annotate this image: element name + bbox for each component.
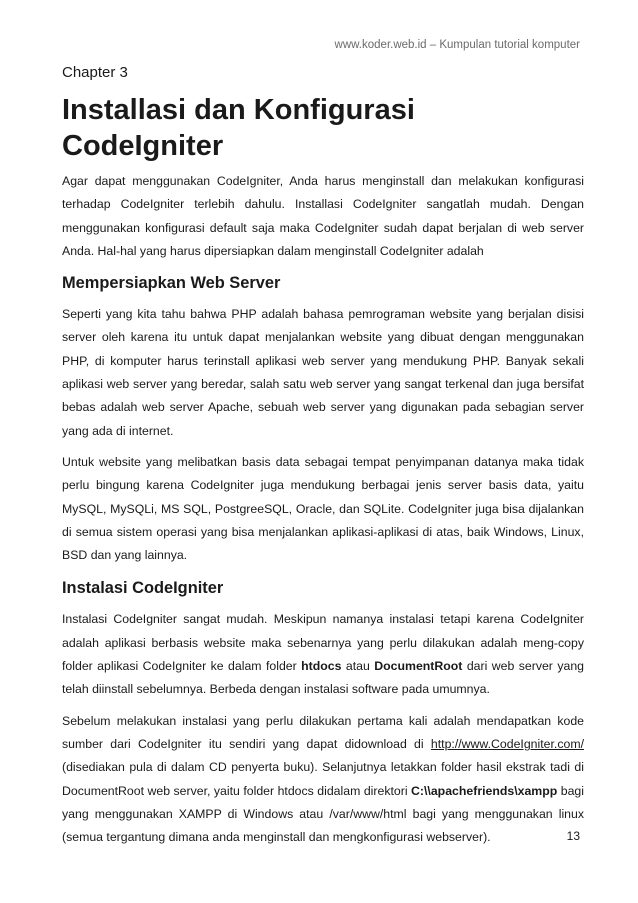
instalasi-p2-text-a: Sebelum melakukan instalasi yang perlu dilakukan pertama kali adalah mendapatkan kode sumber dari CodeIgniter itu sendiri yang dapat didownload di [62, 713, 584, 751]
chapter-label: Chapter 3 [62, 64, 128, 81]
page-header: www.koder.web.id – Kumpulan tutorial komputer [334, 39, 580, 51]
section-heading-instalasi: Instalasi CodeIgniter [62, 579, 224, 598]
chapter-title-line2: CodeIgniter [62, 130, 224, 162]
instalasi-p1-text-c: atau [341, 659, 375, 674]
instalasi-p1-text-e: dari web server yang telah diinstall sebelumnya. Berbeda dengan instalasi software pada umumnya. [62, 659, 584, 697]
htdocs-term: htdocs [301, 659, 342, 674]
documentroot-term: DocumentRoot [374, 659, 463, 674]
codeigniter-download-link[interactable]: http://www.CodeIgniter.com/ [430, 736, 584, 751]
instalasi-paragraph-2 [62, 710, 584, 850]
page-number: 13 [566, 829, 580, 843]
document-body [62, 170, 584, 857]
instalasi-p1-text-a: Instalasi CodeIgniter sangat mudah. Meskipun namanya instalasi tetapi karena CodeIgniter adalah aplikasi berbasis website maka sebenarnya yang perlu dilakukan adalah meng-copy folder aplikasi CodeIgniter ke dalam folder [62, 612, 584, 674]
web-server-paragraph-2: Untuk website yang melibatkan basis data sebagai tempat penyimpanan datanya maka tidak perlu bingung karena CodeIgniter juga mendukung berbagai jenis server basis data, yaitu MySQL, MySQLi, MS SQL, PostgreeSQL, Oracle, dan SQLite. CodeIgniter juga bisa dijalankan di semua sistem operasi yang bisa menjalankan aplikasi-aplikasi di atas, baik Windows, Linux, BSD dan yang lainnya. [62, 454, 584, 563]
chapter-title-line1: Installasi dan Konfigurasi [62, 94, 415, 126]
intro-paragraph: Agar dapat menggunakan CodeIgniter, Anda harus menginstall dan melakukan konfigurasi terhadap CodeIgniter terlebih dahulu. Installasi CodeIgniter sangatlah mudah. Dengan menggunakan konfigurasi default saja maka CodeIgniter sudah dapat berjalan di web server Anda. Hal-hal yang harus dipersiapkan dalam menginstall CodeIgniter adalah [62, 174, 584, 258]
web-server-paragraph-1: Seperti yang kita tahu bahwa PHP adalah bahasa pemrograman website yang berjalan disisi server oleh karena itu untuk dapat menjalankan website yang dibuat dengan menggunakan PHP, di komputer harus terinstall aplikasi web server yang mendukung PHP. Banyak sekali aplikasi web server yang beredar, salah satu web server yang sangat terkenal dan juga bersifat bebas adalah web server Apache, sebuah web server yang digunakan pada sebagian server yang ada di internet. [62, 307, 584, 438]
instalasi-p2-text-c: bagi yang menggunakan XAMPP di Windows atau /var/www/html bagi yang menggunakan linux (semua tergantung dimana anda menginstall dan mengkonfigurasi webserver). [62, 783, 585, 845]
chapter-title [62, 92, 582, 164]
instalasi-paragraph-1 [62, 608, 584, 701]
section-heading-web-server: Mempersiapkan Web Server [62, 274, 281, 293]
xampp-path: C:\\apachefriends\xampp [411, 783, 558, 798]
instalasi-p2-text-b: (disediakan pula di dalam CD penyerta buku). Selanjutnya letakkan folder hasil ekstrak tadi di DocumentRoot web server, yaitu folder htdocs didalam direktori [62, 760, 584, 798]
